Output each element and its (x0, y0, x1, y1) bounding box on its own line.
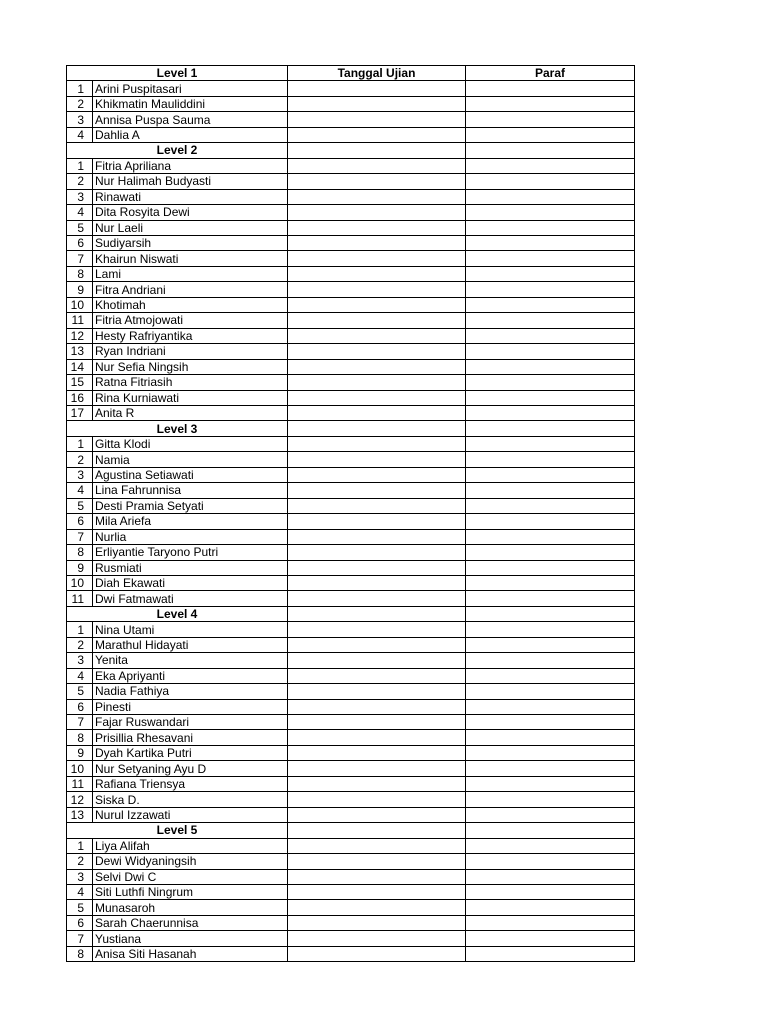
participant-name: Eka Apriyanti (93, 668, 288, 683)
table-row (67, 112, 635, 127)
row-number: 4 (67, 668, 93, 683)
paraf-cell[interactable] (466, 112, 635, 127)
row-number: 7 (67, 715, 93, 730)
row-number: 6 (67, 915, 93, 930)
row-number: 7 (67, 251, 93, 266)
row-number: 6 (67, 514, 93, 529)
table-row (67, 776, 635, 791)
table-row (67, 668, 635, 683)
participant-name: Marathul Hidayati (93, 637, 288, 652)
row-number: 8 (67, 946, 93, 961)
paraf-cell[interactable] (466, 792, 635, 807)
row-number: 5 (67, 498, 93, 513)
paraf-cell[interactable] (466, 761, 635, 776)
participant-name: Rusmiati (93, 560, 288, 575)
row-number: 1 (67, 622, 93, 637)
tanggal-ujian-cell[interactable] (288, 668, 466, 683)
paraf-cell[interactable] (466, 158, 635, 173)
tanggal-ujian-cell[interactable] (288, 483, 466, 498)
paraf-cell[interactable] (466, 514, 635, 529)
participant-name: Siti Luthfi Ningrum (93, 885, 288, 900)
table-row (67, 946, 635, 961)
table-row (67, 637, 635, 652)
row-number: 11 (67, 313, 93, 328)
row-number: 5 (67, 684, 93, 699)
row-number: 3 (67, 112, 93, 127)
paraf-cell[interactable] (466, 96, 635, 111)
table-row (67, 514, 635, 529)
paraf-cell[interactable] (466, 900, 635, 915)
table-row (67, 653, 635, 668)
row-number: 10 (67, 575, 93, 590)
paraf-cell[interactable] (466, 807, 635, 822)
tanggal-ujian-header (288, 823, 466, 838)
row-number: 5 (67, 900, 93, 915)
paraf-cell[interactable] (466, 452, 635, 467)
participant-name: Diah Ekawati (93, 575, 288, 590)
table-row (67, 622, 635, 637)
row-number: 7 (67, 529, 93, 544)
tanggal-ujian-cell[interactable] (288, 730, 466, 745)
tanggal-ujian-cell[interactable] (288, 359, 466, 374)
row-number: 3 (67, 189, 93, 204)
table-row (67, 158, 635, 173)
table-row (67, 405, 635, 420)
row-number: 1 (67, 436, 93, 451)
participant-name: Ryan Indriani (93, 344, 288, 359)
tanggal-ujian-cell[interactable] (288, 158, 466, 173)
participant-name: Rina Kurniawati (93, 390, 288, 405)
tanggal-ujian-cell[interactable] (288, 792, 466, 807)
participant-name: Arini Puspitasari (93, 81, 288, 96)
table-row (67, 390, 635, 405)
tanggal-ujian-cell[interactable] (288, 205, 466, 220)
row-number: 13 (67, 344, 93, 359)
tanggal-ujian-cell[interactable] (288, 436, 466, 451)
paraf-cell[interactable] (466, 390, 635, 405)
tanggal-ujian-cell[interactable] (288, 467, 466, 482)
paraf-cell[interactable] (466, 483, 635, 498)
paraf-cell[interactable] (466, 467, 635, 482)
row-number: 5 (67, 220, 93, 235)
table-row (67, 745, 635, 760)
participant-name: Dita Rosyita Dewi (93, 205, 288, 220)
table-row (67, 854, 635, 869)
paraf-cell[interactable] (466, 885, 635, 900)
row-number: 2 (67, 637, 93, 652)
level-header-row (67, 143, 635, 158)
tanggal-ujian-cell[interactable] (288, 854, 466, 869)
paraf-cell[interactable] (466, 931, 635, 946)
row-number: 3 (67, 869, 93, 884)
row-number: 16 (67, 390, 93, 405)
table-row (67, 467, 635, 482)
row-number: 1 (67, 158, 93, 173)
tanggal-ujian-cell[interactable] (288, 776, 466, 791)
tanggal-ujian-cell[interactable] (288, 622, 466, 637)
row-number: 4 (67, 205, 93, 220)
row-number: 4 (67, 483, 93, 498)
tanggal-ujian-cell[interactable] (288, 375, 466, 390)
paraf-header (466, 606, 635, 621)
paraf-cell[interactable] (466, 375, 635, 390)
paraf-header (466, 823, 635, 838)
participant-name: Khikmatin Mauliddini (93, 96, 288, 111)
row-number: 2 (67, 96, 93, 111)
participant-name: Lina Fahrunnisa (93, 483, 288, 498)
table-row (67, 885, 635, 900)
paraf-cell[interactable] (466, 946, 635, 961)
participant-name: Desti Pramia Setyati (93, 498, 288, 513)
tanggal-ujian-cell[interactable] (288, 127, 466, 142)
tanggal-ujian-cell[interactable] (288, 174, 466, 189)
row-number: 6 (67, 699, 93, 714)
tanggal-ujian-cell[interactable] (288, 514, 466, 529)
participant-name: Erliyantie Taryono Putri (93, 545, 288, 560)
table-row (67, 359, 635, 374)
participant-name: Yustiana (93, 931, 288, 946)
paraf-cell[interactable] (466, 282, 635, 297)
participant-name: Dewi Widyaningsih (93, 854, 288, 869)
paraf-cell[interactable] (466, 622, 635, 637)
participant-name: Dwi Fatmawati (93, 591, 288, 606)
paraf-cell[interactable] (466, 545, 635, 560)
participant-name: Munasaroh (93, 900, 288, 915)
row-number: 14 (67, 359, 93, 374)
tanggal-ujian-cell[interactable] (288, 575, 466, 590)
participant-name: Annisa Puspa Sauma (93, 112, 288, 127)
table-row (67, 205, 635, 220)
tanggal-ujian-cell[interactable] (288, 591, 466, 606)
paraf-cell[interactable] (466, 838, 635, 853)
participant-name: Nadia Fathiya (93, 684, 288, 699)
row-number: 3 (67, 653, 93, 668)
row-number: 4 (67, 127, 93, 142)
row-number: 11 (67, 776, 93, 791)
table-row (67, 81, 635, 96)
table-row (67, 591, 635, 606)
table-row (67, 931, 635, 946)
tanggal-ujian-cell[interactable] (288, 112, 466, 127)
row-number: 10 (67, 297, 93, 312)
tanggal-ujian-cell[interactable] (288, 282, 466, 297)
tanggal-ujian-cell[interactable] (288, 745, 466, 760)
table-row (67, 575, 635, 590)
paraf-cell[interactable] (466, 189, 635, 204)
table-row (67, 313, 635, 328)
participant-name: Siska D. (93, 792, 288, 807)
paraf-cell[interactable] (466, 637, 635, 652)
tanggal-ujian-cell[interactable] (288, 545, 466, 560)
paraf-cell[interactable] (466, 127, 635, 142)
level-title: Level 1 (67, 66, 288, 81)
paraf-cell[interactable] (466, 684, 635, 699)
row-number: 17 (67, 405, 93, 420)
participant-name: Agustina Setiawati (93, 467, 288, 482)
tanggal-ujian-cell[interactable] (288, 699, 466, 714)
level-header-row (67, 606, 635, 621)
tanggal-ujian-cell[interactable] (288, 715, 466, 730)
tanggal-ujian-cell[interactable] (288, 761, 466, 776)
tanggal-ujian-cell[interactable] (288, 946, 466, 961)
table-row (67, 328, 635, 343)
row-number: 6 (67, 235, 93, 250)
paraf-cell[interactable] (466, 869, 635, 884)
participant-name: Rafiana Triensya (93, 776, 288, 791)
paraf-cell[interactable] (466, 653, 635, 668)
paraf-cell[interactable] (466, 776, 635, 791)
row-number: 8 (67, 266, 93, 281)
participant-name: Liya Alifah (93, 838, 288, 853)
paraf-cell[interactable] (466, 560, 635, 575)
paraf-cell[interactable] (466, 266, 635, 281)
paraf-cell[interactable] (466, 498, 635, 513)
level-header-row (67, 823, 635, 838)
paraf-cell[interactable] (466, 251, 635, 266)
participant-name: Fitria Apriliana (93, 158, 288, 173)
table-row (67, 715, 635, 730)
tanggal-ujian-cell[interactable] (288, 220, 466, 235)
table-row (67, 792, 635, 807)
table-row (67, 730, 635, 745)
participant-name: Anita R (93, 405, 288, 420)
paraf-cell[interactable] (466, 405, 635, 420)
table-row (67, 452, 635, 467)
row-number: 9 (67, 560, 93, 575)
level-title: Level 2 (67, 143, 288, 158)
participant-name: Nurlia (93, 529, 288, 544)
tanggal-ujian-cell[interactable] (288, 684, 466, 699)
table-row (67, 344, 635, 359)
tanggal-ujian-cell[interactable] (288, 869, 466, 884)
tanggal-ujian-header (288, 421, 466, 436)
row-number: 7 (67, 931, 93, 946)
table-row (67, 900, 635, 915)
paraf-cell[interactable] (466, 220, 635, 235)
table-row (67, 915, 635, 930)
paraf-cell[interactable] (466, 915, 635, 930)
row-number: 8 (67, 545, 93, 560)
participant-name: Mila Ariefa (93, 514, 288, 529)
row-number: 10 (67, 761, 93, 776)
paraf-cell[interactable] (466, 313, 635, 328)
row-number: 3 (67, 467, 93, 482)
table-row (67, 189, 635, 204)
participant-name: Khairun Niswati (93, 251, 288, 266)
tanggal-ujian-cell[interactable] (288, 81, 466, 96)
tanggal-ujian-cell[interactable] (288, 838, 466, 853)
table-row (67, 282, 635, 297)
row-number: 11 (67, 591, 93, 606)
paraf-cell[interactable] (466, 359, 635, 374)
paraf-cell[interactable] (466, 591, 635, 606)
paraf-cell[interactable] (466, 529, 635, 544)
tanggal-ujian-cell[interactable] (288, 266, 466, 281)
paraf-cell[interactable] (466, 668, 635, 683)
table-row (67, 483, 635, 498)
participant-name: Yenita (93, 653, 288, 668)
table-row (67, 266, 635, 281)
roster-body (67, 66, 635, 962)
participant-name: Fitria Atmojowati (93, 313, 288, 328)
participant-name: Sarah Chaerunnisa (93, 915, 288, 930)
tanggal-ujian-header (288, 143, 466, 158)
table-row (67, 297, 635, 312)
row-number: 15 (67, 375, 93, 390)
participant-name: Dahlia A (93, 127, 288, 142)
row-number: 2 (67, 452, 93, 467)
tanggal-ujian-cell[interactable] (288, 390, 466, 405)
tanggal-ujian-cell[interactable] (288, 498, 466, 513)
row-number: 12 (67, 792, 93, 807)
row-number: 2 (67, 854, 93, 869)
row-number: 12 (67, 328, 93, 343)
paraf-cell[interactable] (466, 344, 635, 359)
participant-name: Nur Sefia Ningsih (93, 359, 288, 374)
paraf-cell[interactable] (466, 699, 635, 714)
paraf-header (466, 421, 635, 436)
participant-name: Nur Laeli (93, 220, 288, 235)
tanggal-ujian-cell[interactable] (288, 405, 466, 420)
exam-roster-table (66, 65, 635, 962)
table-row (67, 375, 635, 390)
participant-name: Pinesti (93, 699, 288, 714)
tanggal-ujian-header: Tanggal Ujian (288, 66, 466, 81)
table-row (67, 498, 635, 513)
participant-name: Gitta Klodi (93, 436, 288, 451)
table-row (67, 761, 635, 776)
row-number: 9 (67, 745, 93, 760)
table-row (67, 436, 635, 451)
tanggal-ujian-cell[interactable] (288, 807, 466, 822)
paraf-cell[interactable] (466, 715, 635, 730)
table-row (67, 699, 635, 714)
level-title: Level 3 (67, 421, 288, 436)
participant-name: Sudiyarsih (93, 235, 288, 250)
row-number: 13 (67, 807, 93, 822)
table-row (67, 560, 635, 575)
table-row (67, 251, 635, 266)
paraf-cell[interactable] (466, 745, 635, 760)
tanggal-ujian-cell[interactable] (288, 235, 466, 250)
participant-name: Selvi Dwi C (93, 869, 288, 884)
tanggal-ujian-cell[interactable] (288, 297, 466, 312)
level-title: Level 5 (67, 823, 288, 838)
row-number: 4 (67, 885, 93, 900)
tanggal-ujian-cell[interactable] (288, 900, 466, 915)
tanggal-ujian-cell[interactable] (288, 344, 466, 359)
paraf-header (466, 143, 635, 158)
participant-name: Fajar Ruswandari (93, 715, 288, 730)
level-title: Level 4 (67, 606, 288, 621)
paraf-cell[interactable] (466, 235, 635, 250)
table-row (67, 96, 635, 111)
paraf-cell[interactable] (466, 81, 635, 96)
paraf-cell[interactable] (466, 436, 635, 451)
table-row (67, 127, 635, 142)
paraf-cell[interactable] (466, 575, 635, 590)
table-row (67, 235, 635, 250)
tanggal-ujian-cell[interactable] (288, 313, 466, 328)
table-row (67, 838, 635, 853)
table-row (67, 220, 635, 235)
participant-name: Nur Setyaning Ayu D (93, 761, 288, 776)
row-number: 1 (67, 838, 93, 853)
participant-name: Namia (93, 452, 288, 467)
row-number: 9 (67, 282, 93, 297)
paraf-cell[interactable] (466, 854, 635, 869)
tanggal-ujian-cell[interactable] (288, 885, 466, 900)
paraf-cell[interactable] (466, 205, 635, 220)
row-number: 8 (67, 730, 93, 745)
paraf-header: Paraf (466, 66, 635, 81)
level-header-row (67, 421, 635, 436)
row-number: 1 (67, 81, 93, 96)
table-row (67, 174, 635, 189)
tanggal-ujian-cell[interactable] (288, 328, 466, 343)
participant-name: Hesty Rafriyantika (93, 328, 288, 343)
paraf-cell[interactable] (466, 730, 635, 745)
table-row (67, 869, 635, 884)
tanggal-ujian-cell[interactable] (288, 915, 466, 930)
tanggal-ujian-cell[interactable] (288, 452, 466, 467)
level-header-row (67, 66, 635, 81)
paraf-cell[interactable] (466, 174, 635, 189)
paraf-cell[interactable] (466, 297, 635, 312)
tanggal-ujian-cell[interactable] (288, 560, 466, 575)
participant-name: Nina Utami (93, 622, 288, 637)
tanggal-ujian-cell[interactable] (288, 653, 466, 668)
table-row (67, 684, 635, 699)
participant-name: Anisa Siti Hasanah (93, 946, 288, 961)
participant-name: Rinawati (93, 189, 288, 204)
participant-name: Prisillia Rhesavani (93, 730, 288, 745)
participant-name: Fitra Andriani (93, 282, 288, 297)
table-row (67, 545, 635, 560)
table-row (67, 807, 635, 822)
tanggal-ujian-cell[interactable] (288, 251, 466, 266)
tanggal-ujian-header (288, 606, 466, 621)
participant-name: Nurul Izzawati (93, 807, 288, 822)
tanggal-ujian-cell[interactable] (288, 931, 466, 946)
tanggal-ujian-cell[interactable] (288, 529, 466, 544)
paraf-cell[interactable] (466, 328, 635, 343)
tanggal-ujian-cell[interactable] (288, 637, 466, 652)
participant-name: Lami (93, 266, 288, 281)
participant-name: Dyah Kartika Putri (93, 745, 288, 760)
tanggal-ujian-cell[interactable] (288, 96, 466, 111)
participant-name: Khotimah (93, 297, 288, 312)
tanggal-ujian-cell[interactable] (288, 189, 466, 204)
row-number: 2 (67, 174, 93, 189)
table-row (67, 529, 635, 544)
participant-name: Nur Halimah Budyasti (93, 174, 288, 189)
participant-name: Ratna Fitriasih (93, 375, 288, 390)
